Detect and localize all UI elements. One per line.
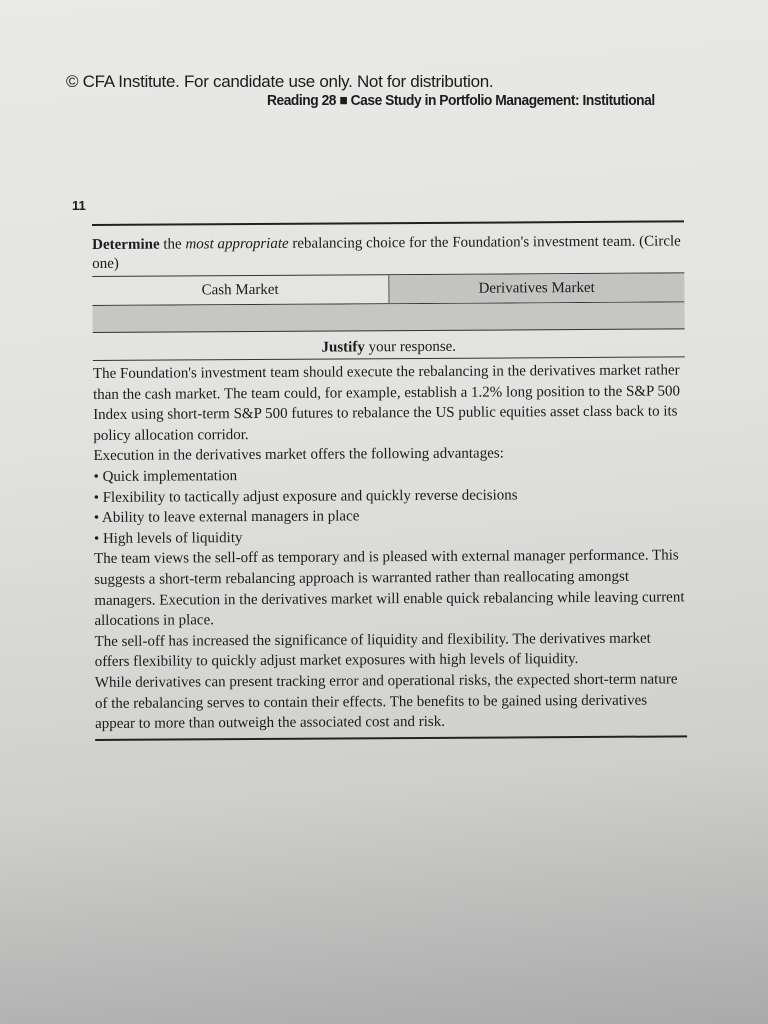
- bullet-item: • Quick implementation: [93, 468, 238, 485]
- paragraph: The team views the sell-off as temporary and is pleased with external manager performance. This suggests a short-term rebalancing approach is warranted rather than reallocating amongst managers. Execution in the derivatives market will enable quick rebalancing while leaving current allocations in place.: [93, 547, 685, 630]
- bullet-item: • Flexibility to tactically adjust exposure and quickly reverse decisions: [93, 486, 518, 506]
- top-rule: [92, 220, 684, 226]
- question-number: 11: [72, 198, 86, 213]
- answer-text: [93, 360, 687, 734]
- question-block: [92, 220, 687, 740]
- paragraph: The Foundation's investment team should execute the rebalancing in the derivatives market rather than the cash market. The team could, for example, establish a 1.2% long position to the S&P 500 Index using short-term S&P 500 futures to rebalance the US public equities asset class back to its policy allocation corridor.: [92, 362, 681, 444]
- paragraph: While derivatives can present tracking error and operational risks, the expected short-term nature of the rebalancing serves to contain their effects. The benefits to be gained using derivatives appear to more than outweigh the associated cost and risk.: [94, 671, 678, 733]
- bullet-item: • High levels of liquidity: [93, 529, 243, 547]
- option-cash-market[interactable]: Cash Market: [201, 281, 279, 298]
- bottom-rule: [95, 735, 687, 741]
- justify-heading: Justify your response.: [93, 337, 685, 361]
- paragraph: Execution in the derivatives market offers the following advantages:: [93, 445, 504, 465]
- copyright-notice: © CFA Institute. For candidate use only. Not for distribution.: [66, 72, 494, 91]
- choice-table: [92, 272, 684, 306]
- bullet-item: • Ability to leave external managers in place: [93, 508, 360, 527]
- question-prompt: Determine the most appropriate rebalancing choice for the Foundation's investment team. (Circle one): [92, 233, 681, 272]
- shaded-row: [93, 302, 685, 333]
- running-head: Reading 28 ■ Case Study in Portfolio Management: Institutional: [267, 92, 655, 109]
- option-derivatives-market[interactable]: Derivatives Market: [388, 273, 685, 303]
- paragraph: The sell-off has increased the significance of liquidity and flexibility. The derivatives market offers flexibility to quickly adjust market exposures with high levels of liquidity.: [94, 630, 651, 671]
